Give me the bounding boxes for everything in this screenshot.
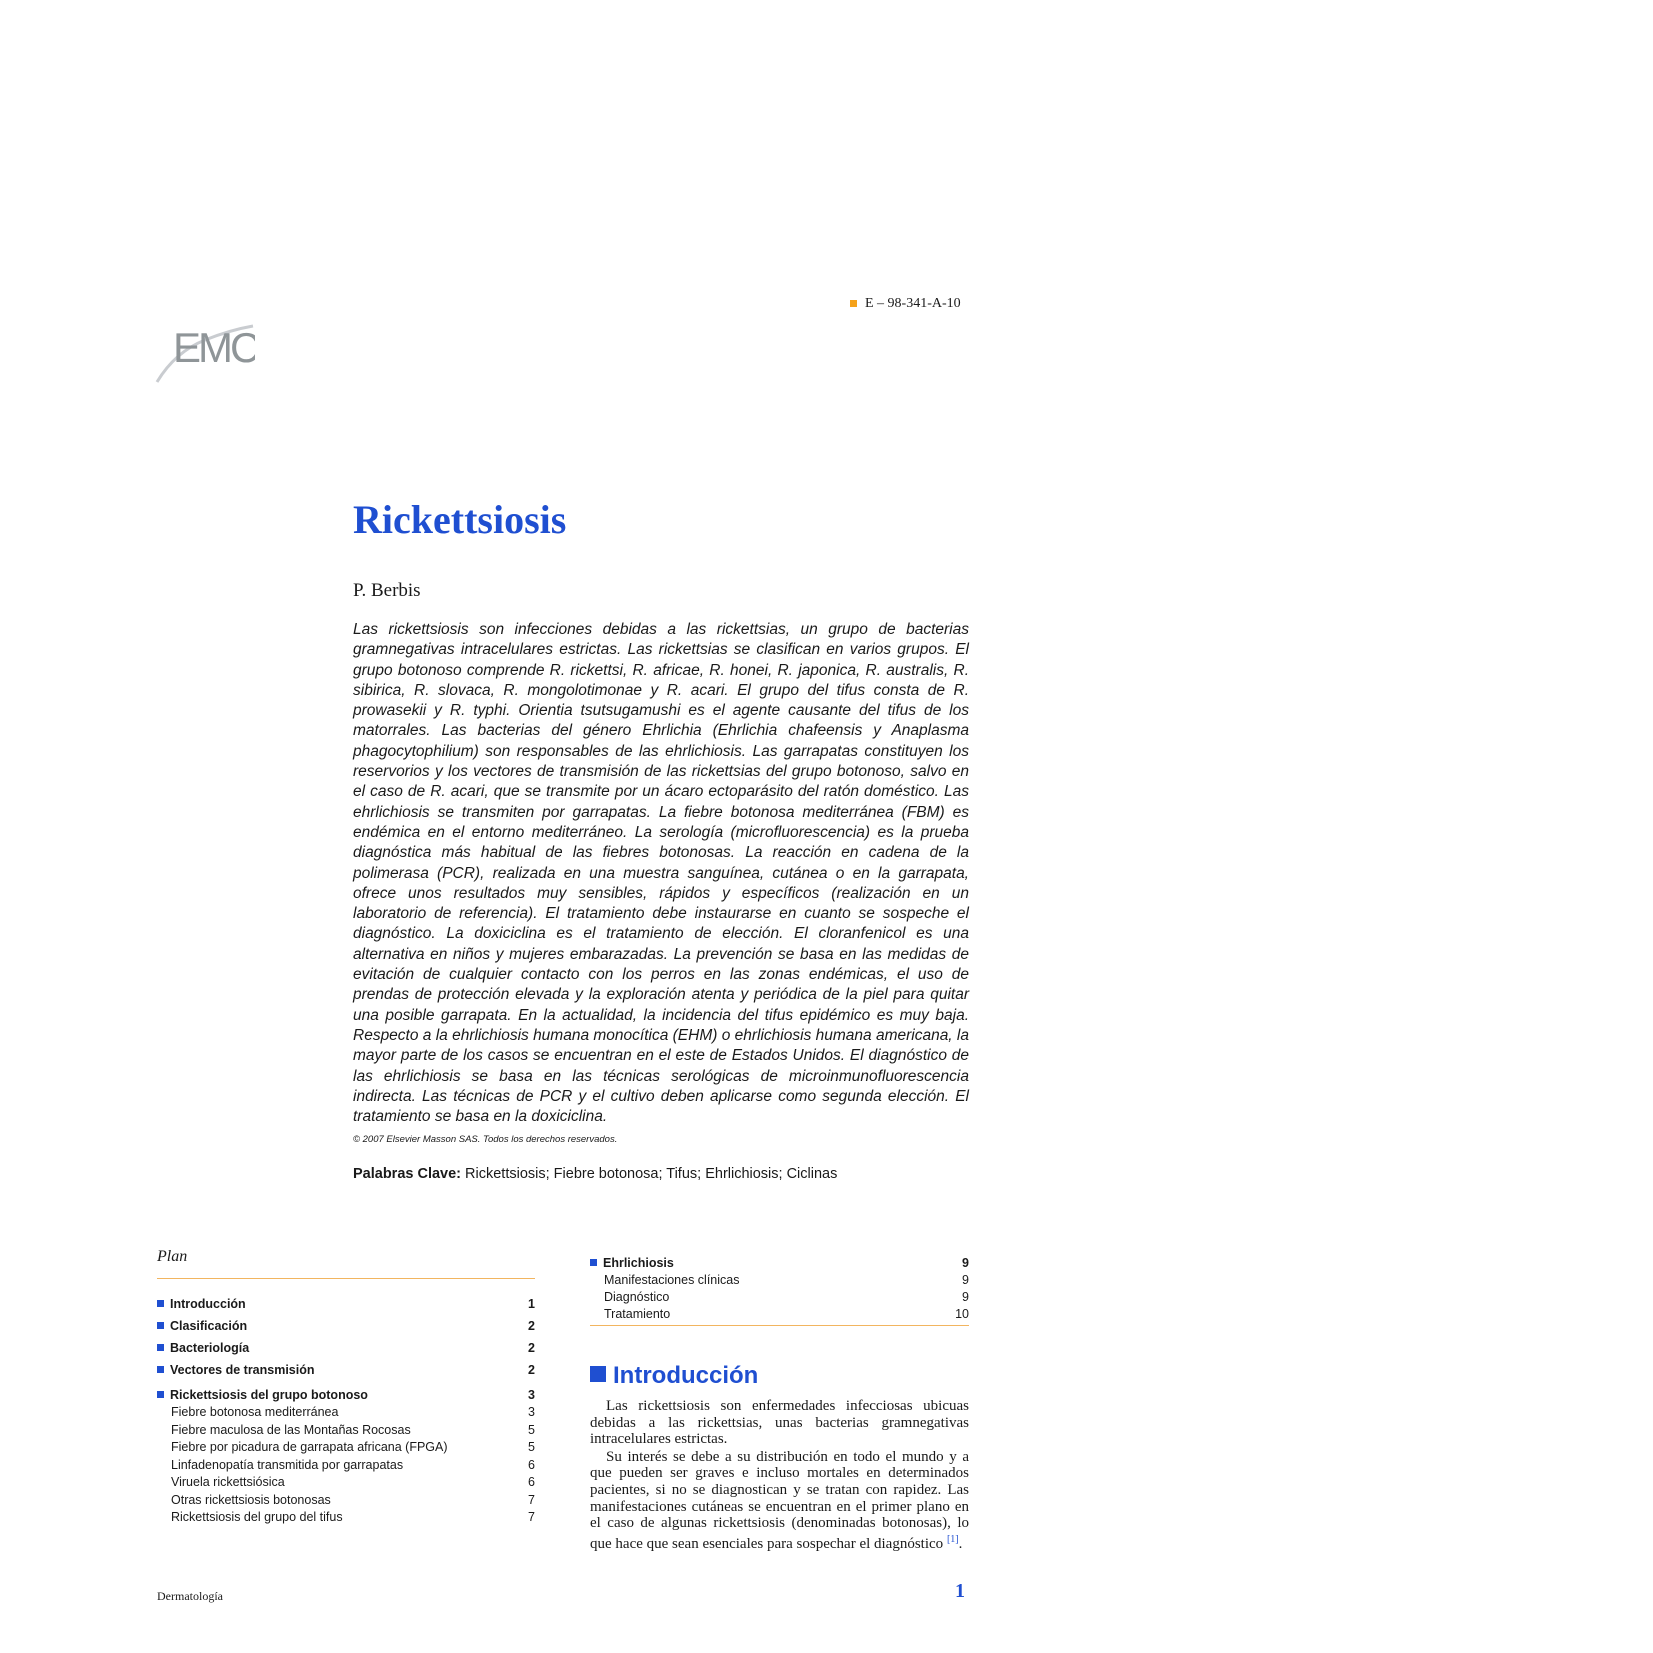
toc-entry[interactable]: Vectores de transmisión 2 bbox=[157, 1363, 535, 1377]
emc-logo bbox=[155, 312, 255, 384]
orange-square-icon bbox=[850, 300, 857, 307]
toc-subentry[interactable]: Fiebre botonosa mediterránea 3 bbox=[171, 1405, 535, 1419]
toc-subentry[interactable]: Viruela rickettsiósica 6 bbox=[171, 1475, 535, 1489]
toc-entry[interactable]: Clasificación 2 bbox=[157, 1319, 535, 1333]
toc-subentry[interactable]: Otras rickettsiosis botonosas 7 bbox=[171, 1493, 535, 1507]
keywords-label: Palabras Clave: bbox=[353, 1166, 462, 1182]
page-number: 1 bbox=[955, 1580, 965, 1602]
footer-section: Dermatología bbox=[157, 1589, 223, 1603]
intro-paragraph: Su interés se debe a su distribución en todo el mundo y a que pueden ser graves e incluso mortales en determinados pacientes, si no se diagnostican y se tratan con rapidez. Las manifestaciones cutáneas se encuentran en el primer plano en el caso de algunas rickettsiosis (denominadas botonosas), lo que hace que sean esenciales para sospechar el diagnóstico [1]. bbox=[590, 1448, 969, 1552]
article-author: P. Berbis bbox=[353, 580, 421, 601]
reference-link[interactable]: [1] bbox=[946, 1533, 959, 1545]
section-heading-introduccion bbox=[590, 1362, 758, 1390]
intro-paragraph: Las rickettsiosis son enfermedades infecciosas ubicuas debidas a las rickettsias, unas bacterias gramnegativas intracelulares estrictas. bbox=[590, 1398, 969, 1448]
article-title: Rickettsiosis bbox=[353, 497, 567, 542]
emc-logo-text: EMC bbox=[173, 324, 255, 371]
section-heading-text: Introducción bbox=[613, 1362, 759, 1389]
blue-square-icon bbox=[590, 1366, 606, 1382]
toc-entry[interactable]: Ehrlichiosis 9 bbox=[590, 1256, 969, 1270]
emc-logo-icon bbox=[155, 312, 255, 384]
toc-subentry[interactable]: Tratamiento 10 bbox=[604, 1307, 969, 1321]
plan-title: Plan bbox=[157, 1248, 188, 1265]
keywords-list: Rickettsiosis; Fiebre botonosa; Tifus; Ehrlichiosis; Ciclinas bbox=[465, 1166, 838, 1182]
document-code bbox=[850, 296, 961, 312]
copyright: © 2007 Elsevier Masson SAS. Todos los derechos reservados. bbox=[353, 1134, 618, 1145]
plan-divider bbox=[157, 1278, 535, 1279]
abstract: Las rickettsiosis son infecciones debidas a las rickettsias, un grupo de bacterias gramnegativas intracelulares estrictas. Las rickettsias se clasifican en varios grupos. El grupo botonoso comprende R. rickettsi, R. africae, R. honei, R. japonica, R. australis, R. sibirica, R. slovaca, R. mongolotimonae y R. acari. El grupo del tifus consta de R. prowasekii y R. typhi. Orientia tsutsugamushi es el agente causante del tifus de los matorrales. Las bacterias del género Ehrlichia (Ehrlichia chafeensis y Anaplasma phagocytophilium) son responsables de las ehrlichiosis. Las garrapatas constituyen los reservorios y los vectores de transmisión de las rickettsias del grupo botonoso, salvo en el caso de R. acari, que se transmite por un ácaro ectoparásito del ratón doméstico. Las ehrlichiosis se transmiten por garrapatas. La fiebre botonosa mediterránea (FBM) es endémica en el entorno mediterráneo. La serología (microfluorescencia) es la prueba diagnóstica más habitual de las fiebres botonosas. La reacción en cadena de la polimerasa (PCR), realizada en una muestra sanguínea, cutánea o en la garrapata, ofrece unos resultados muy sensibles, rápidos y específicos (realización en un laboratorio de referencia). El tratamiento debe instaurarse en cuanto se sospeche el diagnóstico. La doxiciclina es el tratamiento de elección. El cloranfenicol es una alternativa en niños y mujeres embarazadas. La prevención se basa en las medidas de evitación de cualquier contacto con los perros en las zonas endémicas, el uso de prendas de protección elevada y la exploración atenta y periódica de la piel para quitar una posible garrapata. En la actualidad, la incidencia del tifus epidémico es muy baja. Respecto a la ehrlichiosis humana monocítica (EHM) o ehrlichiosis humana americana, la mayor parte de los casos se encuentran en el este de Estados Unidos. El diagnóstico de las ehrlichiosis se basa en las técnicas serológicas de microinmunofluorescencia indirecta. Las técnicas de PCR y el cultivo deben aplicarse como segunda elección. El tratamiento se basa en la doxiciclina. bbox=[353, 621, 969, 1126]
plan-right-divider bbox=[590, 1325, 969, 1326]
toc-subentry[interactable]: Rickettsiosis del grupo del tifus 7 bbox=[171, 1510, 535, 1524]
keywords bbox=[353, 1166, 837, 1182]
toc-entry[interactable]: Rickettsiosis del grupo botonoso 3 bbox=[157, 1388, 535, 1402]
toc-subentry[interactable]: Manifestaciones clínicas 9 bbox=[604, 1273, 969, 1287]
toc-entry[interactable]: Introducción 1 bbox=[157, 1297, 535, 1311]
toc-subentry[interactable]: Linfadenopatía transmitida por garrapatas 6 bbox=[171, 1458, 535, 1472]
toc-subentry[interactable]: Fiebre maculosa de las Montañas Rocosas 5 bbox=[171, 1423, 535, 1437]
toc-subentry[interactable]: Fiebre por picadura de garrapata africana (FPGA) 5 bbox=[171, 1440, 535, 1454]
intro-body bbox=[590, 1398, 969, 1553]
toc-subentry[interactable]: Diagnóstico 9 bbox=[604, 1290, 969, 1304]
toc-entry[interactable]: Bacteriología 2 bbox=[157, 1341, 535, 1355]
document-code-text: E – 98-341-A-10 bbox=[865, 296, 961, 311]
